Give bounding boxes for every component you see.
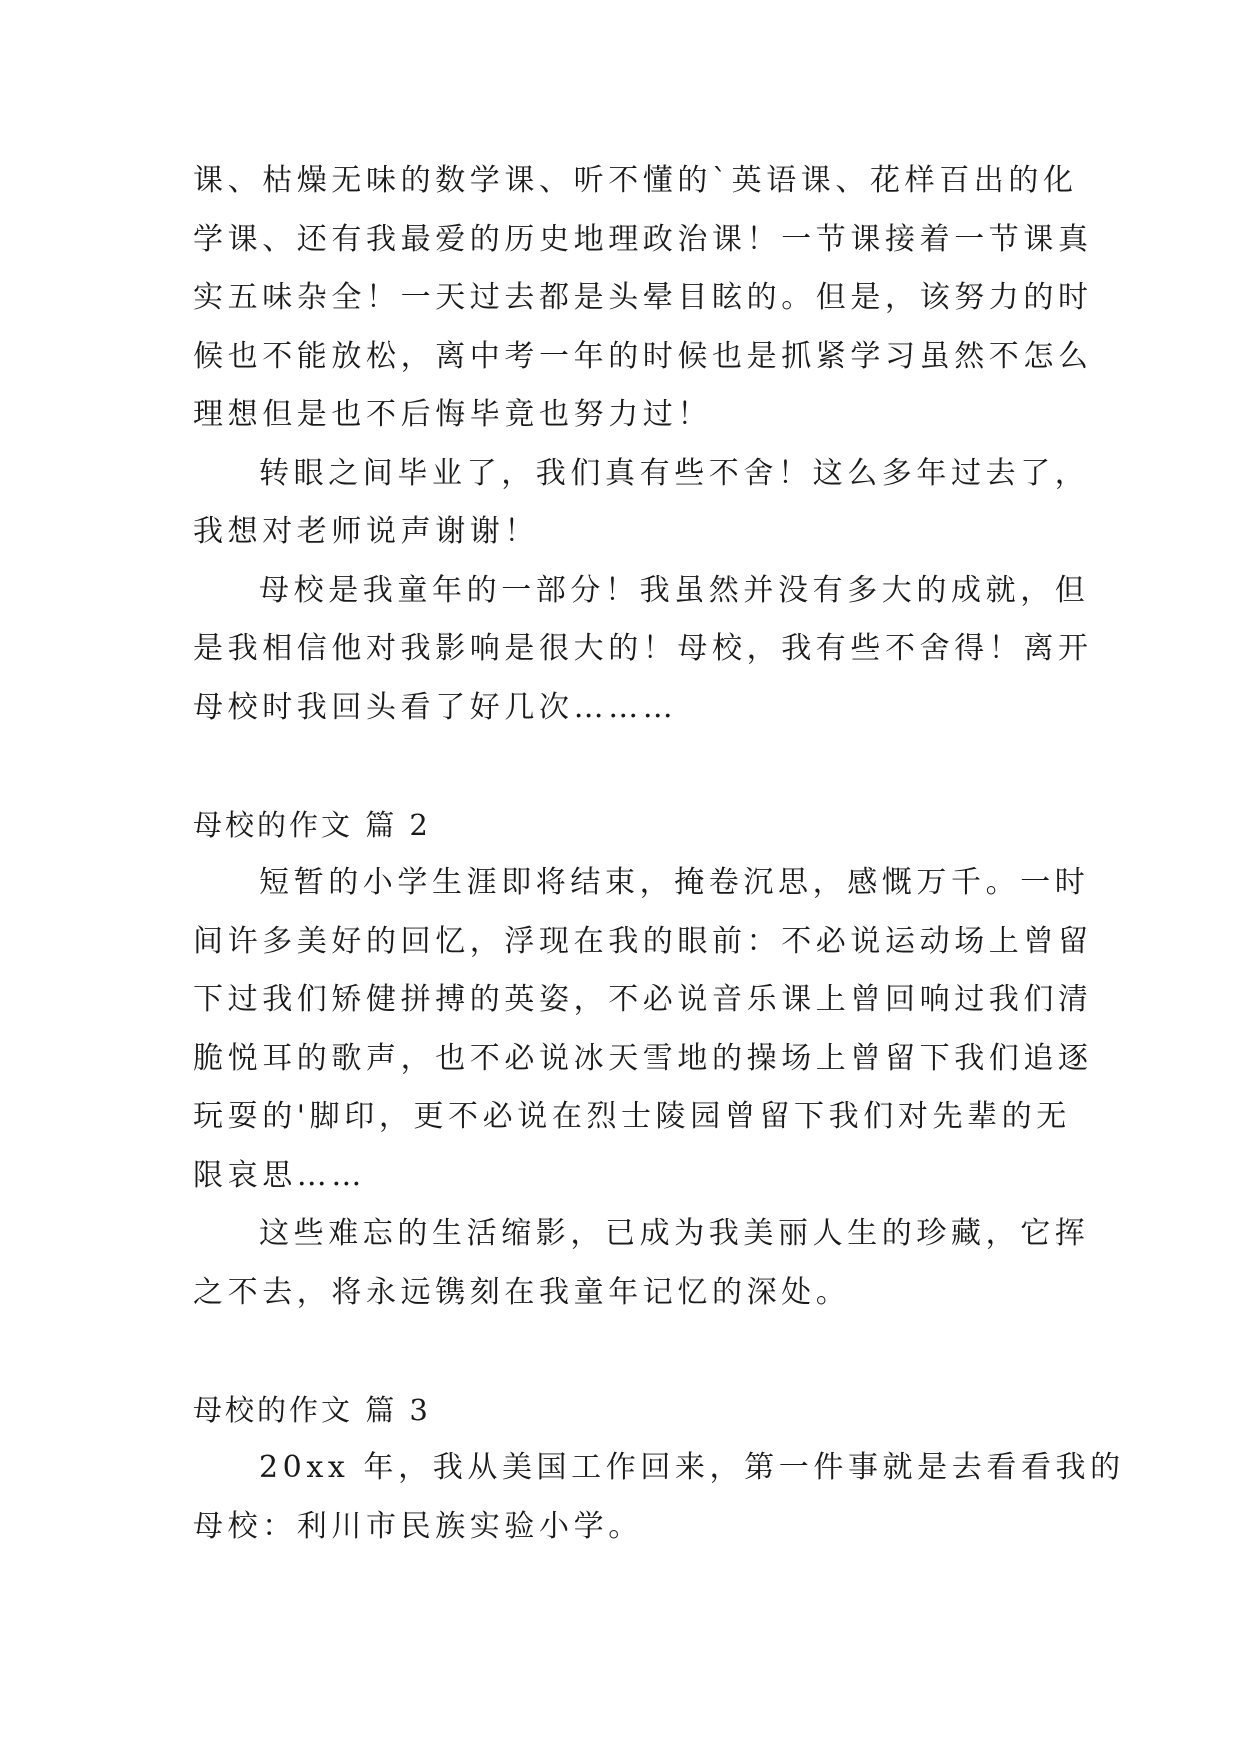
text-line: 我想对老师说声谢谢！ <box>193 514 539 549</box>
text-line: 之不去，将永远镌刻在我童年记忆的深处。 <box>193 1274 851 1310</box>
spacer <box>193 737 1055 796</box>
paragraph <box>193 1439 1125 1556</box>
text-line: 是我相信他对我影响是很大的！母校，我有些不舍得！离开 <box>193 631 1093 666</box>
text-line: 玩耍的'脚印，更不必说在烈士陵园曾留下我们对先辈的无 <box>193 1099 1071 1134</box>
paragraph <box>193 562 1093 738</box>
paragraph-continued <box>193 152 1093 445</box>
text-line: 脆悦耳的歌声，也不必说冰天雪地的操场上曾留下我们追逐 <box>193 1040 1093 1076</box>
text-line: 学课、还有我最爱的历史地理政治课！一节课接着一节课真 <box>193 221 1093 257</box>
text-line: 限哀思…… <box>193 1157 366 1193</box>
document-page <box>193 152 1125 1556</box>
text-line: 理想但是也不后悔毕竟也努力过！ <box>193 397 712 432</box>
paragraph <box>193 1205 1090 1322</box>
text-line: 间许多美好的回忆，浮现在我的眼前：不必说运动场上曾留 <box>193 923 1093 959</box>
text-line: 母校：利川市民族实验小学。 <box>193 1508 643 1544</box>
text-line: 母校时我回头看了好几次……… <box>193 689 678 725</box>
paragraph <box>193 854 1093 1205</box>
text-line: 短暂的小学生涯即将结束，掩卷沉思，感慨万千。一时 <box>259 865 1090 900</box>
text-line: 母校是我童年的一部分！我虽然并没有多大的成就，但 <box>259 572 1090 608</box>
section-heading: 母校的作文 篇 2 <box>193 807 431 842</box>
text-line: 候也不能放松，离中考一年的时候也是抓紧学习虽然不怎么 <box>193 338 1093 374</box>
text-line: 转眼之间毕业了，我们真有些不舍！这么多年过去了， <box>259 455 1090 491</box>
text-line: 这些难忘的生活缩影，已成为我美丽人生的珍藏，它挥 <box>259 1216 1090 1251</box>
spacer <box>193 1322 1055 1381</box>
section-heading: 母校的作文 篇 3 <box>193 1392 431 1427</box>
text-line: 课、枯燥无味的数学课、听不懂的`英语课、花样百出的化 <box>193 163 1078 198</box>
text-line: 20xx 年，我从美国工作回来，第一件事就是去看看我的 <box>259 1450 1125 1485</box>
paragraph <box>193 445 1090 562</box>
text-line: 实五味杂全！一天过去都是头晕目眩的。但是，该努力的时 <box>193 280 1093 315</box>
text-line: 下过我们矫健拼搏的英姿，不必说音乐课上曾回响过我们清 <box>193 982 1093 1017</box>
